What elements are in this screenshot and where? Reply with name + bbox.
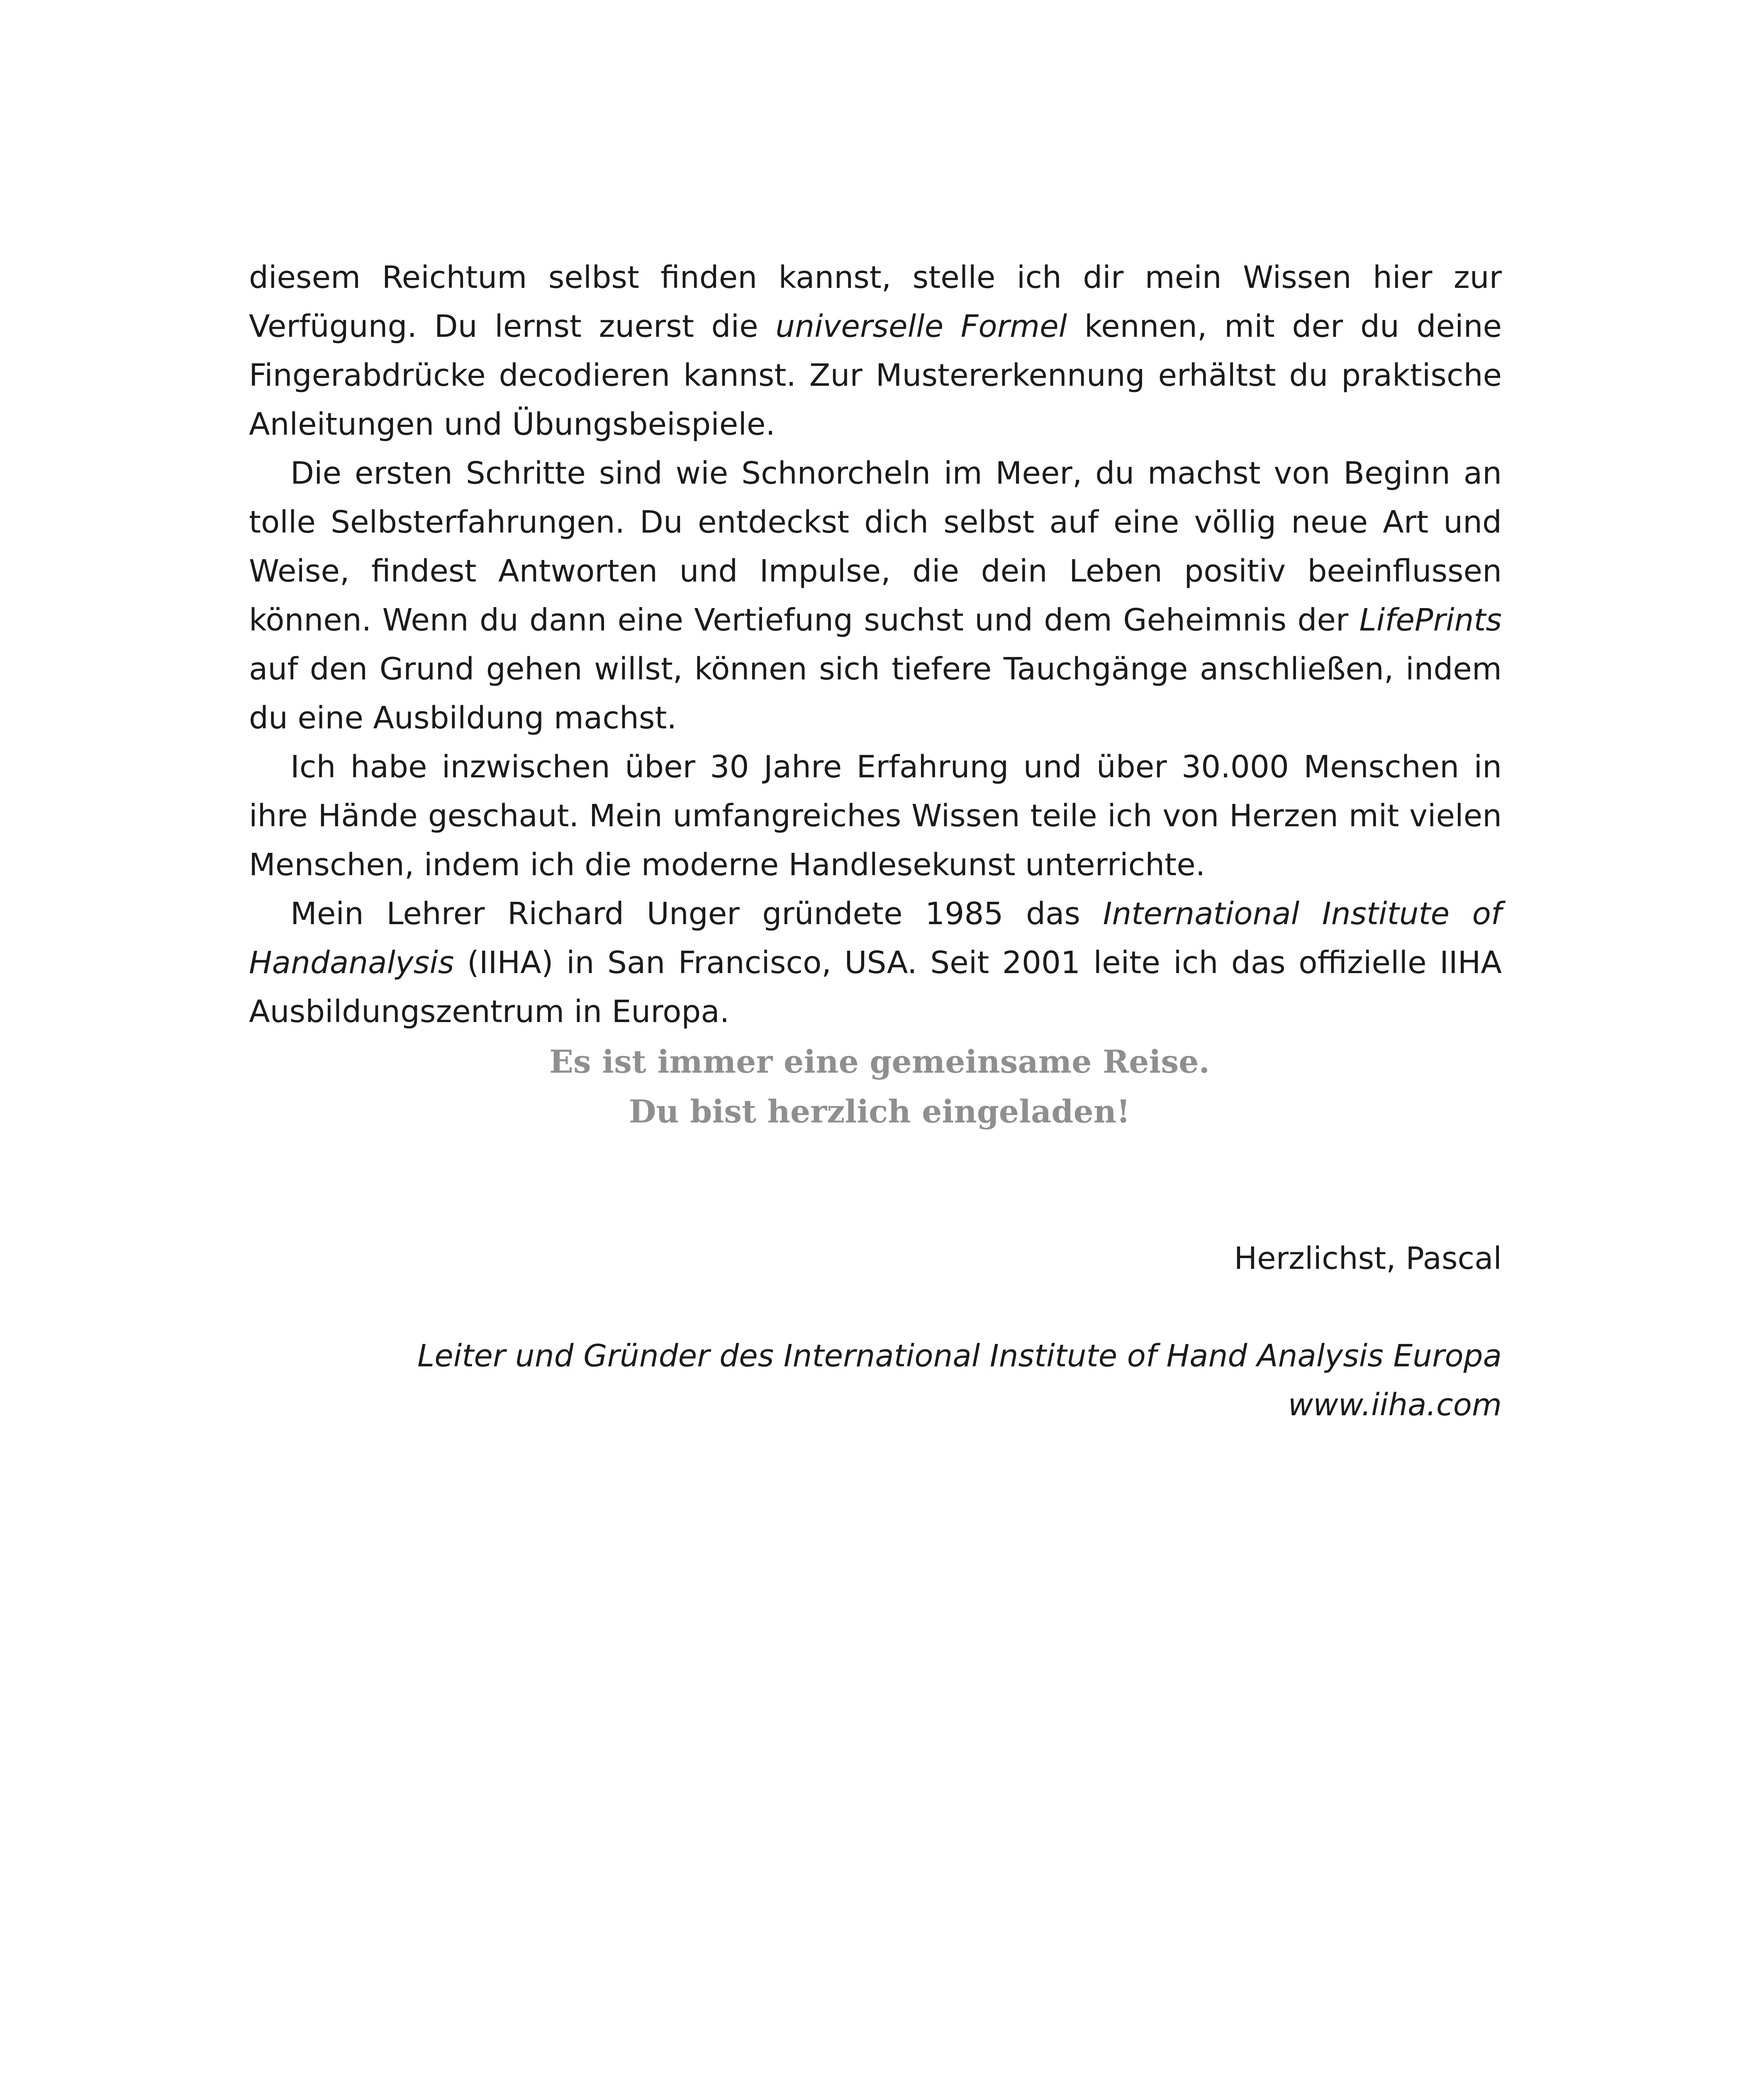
italic-phrase: universelle Formel bbox=[775, 309, 1067, 344]
text-run: auf den Grund gehen willst, können sich tiefere Tauchgänge anschließen, indem du eine Ausbildung machst. bbox=[249, 651, 1502, 736]
paragraph bbox=[249, 742, 1502, 889]
text-run: diesem Reichtum selbst finden kannst, stelle ich dir mein Wissen hier zur Verfügung. Du lernst zuerst die bbox=[249, 260, 1502, 344]
italic-phrase: International Institute of Handanalysis bbox=[249, 896, 1502, 981]
text-run: Mein Lehrer Richard Unger gründete 1985 das bbox=[290, 896, 1103, 932]
paragraph bbox=[249, 889, 1502, 1036]
signature: Herzlichst, Pascal bbox=[1234, 1241, 1502, 1276]
author-credit bbox=[417, 1332, 1502, 1429]
body-text bbox=[249, 253, 1502, 1036]
paragraph bbox=[249, 253, 1502, 449]
text-run: Die ersten Schritte sind wie Schnorcheln im Meer, du machst von Beginn an tolle Selbsterfahrungen. Du entdeckst dich selbst auf eine völlig neue Art und Weise, findest Antworten und Impulse, die dein Leben positiv beeinflussen können. Wenn du dann eine Vertiefung suchst und dem Geheimnis der bbox=[249, 455, 1502, 638]
text-run: Ich habe inzwischen über 30 Jahre Erfahrung und über 30.000 Menschen in ihre Hände geschaut. Mein umfangreiches Wissen teile ich von Herzen mit vielen Menschen, indem ich die moderne Handlesekunst unterrichte. bbox=[249, 749, 1502, 883]
author-title: Leiter und Gründer des International Institute of Hand Analysis Europa bbox=[417, 1338, 1502, 1374]
text-run: kennen, mit der du deine Fingerabdrücke decodieren kannst. Zur Mustererkennung erhältst du praktische Anleitungen und Übungsbeispiele. bbox=[249, 309, 1502, 442]
paragraph bbox=[249, 449, 1502, 742]
italic-phrase: LifePrints bbox=[1359, 602, 1502, 638]
quote-line-2: Du bist herzlich eingeladen! bbox=[629, 1093, 1131, 1130]
closing-quote bbox=[465, 1037, 1294, 1137]
website-link[interactable]: www.iiha.com bbox=[1288, 1387, 1502, 1423]
text-run: (IIHA) in San Francisco, USA. Seit 2001 leite ich das offizielle IIHA Ausbildungszentrum in Europa. bbox=[249, 945, 1502, 1030]
quote-line-1: Es ist immer eine gemeinsame Reise. bbox=[549, 1043, 1210, 1080]
